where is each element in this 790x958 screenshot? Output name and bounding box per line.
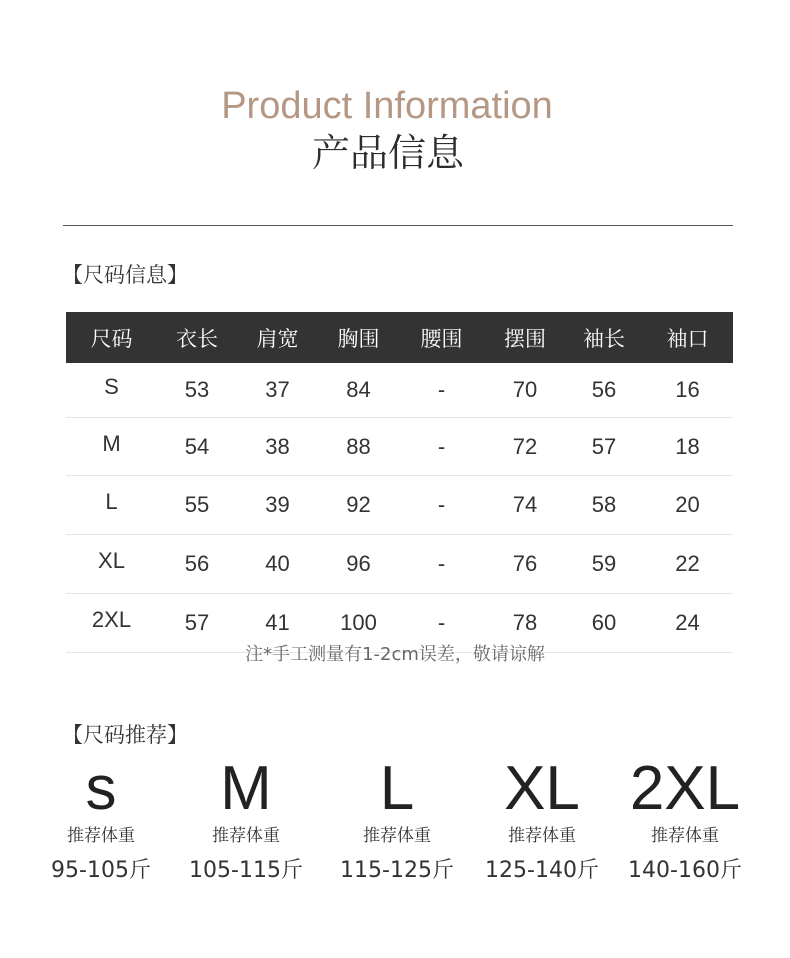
table-cell: 100 — [318, 594, 399, 653]
column-header-size: 尺码 — [66, 312, 157, 363]
recommend-size: 2XL — [629, 754, 741, 823]
table-cell: 58 — [566, 476, 642, 535]
table-row — [66, 535, 733, 594]
table-cell: 56 — [157, 535, 237, 594]
header-divider — [63, 225, 733, 226]
table-cell: 59 — [566, 535, 642, 594]
recommend-size: s — [85, 754, 117, 823]
recommend-weight: 105-115斤 — [189, 858, 303, 883]
table-cell: - — [399, 418, 484, 476]
size-recommend-item-m — [166, 756, 326, 886]
column-header-waist: 腰围 — [399, 312, 484, 363]
table-cell-size: 2XL — [66, 594, 157, 653]
table-cell: 92 — [318, 476, 399, 535]
recommend-size: M — [220, 754, 272, 823]
table-cell: 38 — [237, 418, 318, 476]
recommend-label: 推荐体重 — [508, 826, 576, 846]
table-cell: 76 — [484, 535, 566, 594]
table-cell: 60 — [566, 594, 642, 653]
table-cell-size: M — [66, 418, 157, 476]
size-info-heading: 【尺码信息】 — [62, 263, 188, 287]
table-row — [66, 363, 733, 418]
table-cell: 18 — [642, 418, 733, 476]
page-title-en: Product Information — [221, 85, 553, 127]
table-cell: 37 — [237, 363, 318, 418]
table-cell: 56 — [566, 363, 642, 418]
table-cell: 54 — [157, 418, 237, 476]
table-cell: 20 — [642, 476, 733, 535]
table-cell: - — [399, 363, 484, 418]
table-cell: 84 — [318, 363, 399, 418]
table-cell: 22 — [642, 535, 733, 594]
table-cell: 41 — [237, 594, 318, 653]
table-cell-size: S — [66, 363, 157, 418]
column-header-sleeve: 袖长 — [566, 312, 642, 363]
recommend-label: 推荐体重 — [212, 826, 280, 846]
size-recommend-item-s — [21, 756, 181, 886]
table-cell: 96 — [318, 535, 399, 594]
table-cell: 40 — [237, 535, 318, 594]
table-cell: 57 — [157, 594, 237, 653]
recommend-weight: 125-140斤 — [485, 858, 599, 883]
column-header-hem: 摆围 — [484, 312, 566, 363]
column-header-chest: 胸围 — [318, 312, 399, 363]
table-cell: 24 — [642, 594, 733, 653]
table-cell: - — [399, 535, 484, 594]
table-cell-size: L — [66, 476, 157, 535]
table-cell: 78 — [484, 594, 566, 653]
recommend-weight: 95-105斤 — [51, 858, 151, 883]
column-header-shoulder: 肩宽 — [237, 312, 318, 363]
table-cell: 53 — [157, 363, 237, 418]
size-recommend-heading: 【尺码推荐】 — [62, 723, 188, 747]
table-cell: 39 — [237, 476, 318, 535]
recommend-size: L — [379, 754, 415, 823]
table-cell: 16 — [642, 363, 733, 418]
column-header-cuff: 袖口 — [642, 312, 733, 363]
recommend-weight: 115-125斤 — [340, 858, 454, 883]
table-cell: - — [399, 476, 484, 535]
measurement-note: 注*手工测量有1-2cm误差，敬请谅解 — [245, 644, 545, 665]
recommend-size: XL — [504, 754, 580, 823]
table-cell: 88 — [318, 418, 399, 476]
table-row — [66, 418, 733, 476]
size-recommend-item-l — [317, 756, 477, 886]
table-row — [66, 476, 733, 535]
table-header-row — [66, 312, 733, 363]
table-cell: 55 — [157, 476, 237, 535]
column-header-length: 衣长 — [157, 312, 237, 363]
recommend-label: 推荐体重 — [363, 826, 431, 846]
table-cell: 74 — [484, 476, 566, 535]
recommend-weight: 140-160斤 — [628, 858, 742, 883]
page-title-cn: 产品信息 — [311, 131, 464, 175]
table-cell: 72 — [484, 418, 566, 476]
size-recommend-item-2xl — [605, 756, 765, 886]
table-cell: - — [399, 594, 484, 653]
recommend-label: 推荐体重 — [651, 826, 719, 846]
recommend-label: 推荐体重 — [67, 826, 135, 846]
table-cell: 57 — [566, 418, 642, 476]
size-recommend-item-xl — [462, 756, 622, 886]
table-cell-size: XL — [66, 535, 157, 594]
size-table — [66, 312, 733, 653]
table-cell: 70 — [484, 363, 566, 418]
